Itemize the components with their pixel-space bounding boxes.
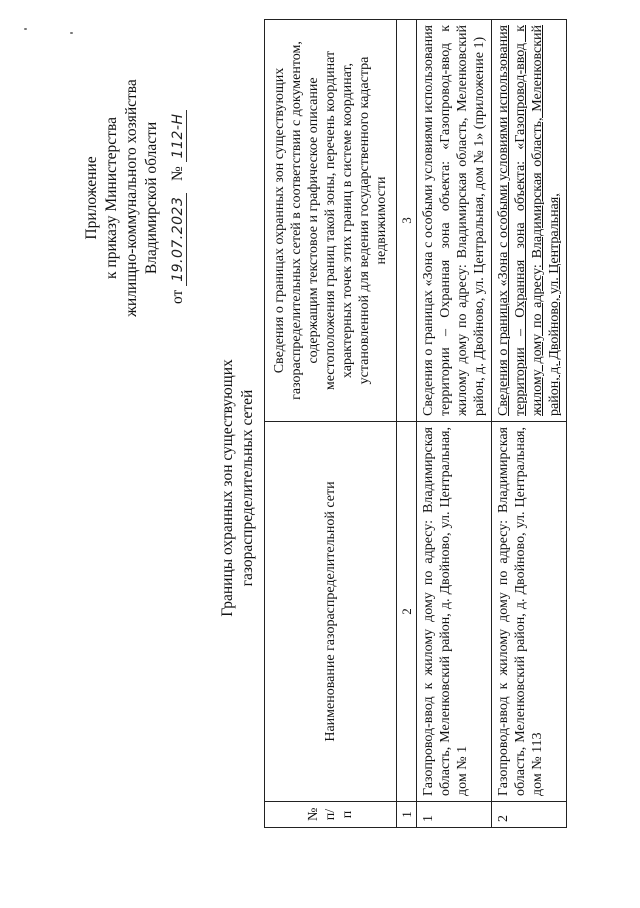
zones-table [264, 19, 567, 828]
row-number: 1 [417, 802, 492, 828]
appendix-block [82, 48, 188, 348]
appendix-region: Владимирской области [143, 121, 160, 275]
date-prefix: от [169, 289, 186, 304]
row-number: 2 [492, 802, 567, 828]
title-line-2: газораспределительных сетей [239, 389, 256, 587]
appendix-order-ref: к приказу Министерства [103, 117, 120, 279]
table-row [492, 20, 567, 828]
scan-speck [70, 32, 73, 34]
table-row [417, 20, 492, 828]
row-zone-info: Сведения о границах «Зона с особыми условиями использования территории – Охранная зона объекта: «Газопровод-ввод к жилому дому по адресу: Владимирская область, Меленковский район, д. Двойново, ул. Центральная, [492, 20, 567, 422]
column-number: 1 [397, 802, 417, 828]
scan-speck [24, 28, 27, 30]
table-column-numbers [397, 20, 417, 828]
document-title [218, 278, 258, 698]
order-number: 112-Н [170, 110, 187, 163]
column-number: 3 [397, 20, 417, 422]
title-line-1: Границы охранных зон существующих [219, 359, 236, 617]
header-network-name: Наименование газораспределительной сети [265, 422, 397, 802]
row-zone-info: Сведения о границах «Зона с особыми условиями использования территории – Охранная зона объекта: «Газопровод-ввод к жилому дому по адресу: Владимирская область, Меленковский район, д. Двойново, ул. Центральная, дом № 1» (приложение 1) [417, 20, 492, 422]
header-zone-info: Сведения о границах охранных зон существующих газораспределительных сетей в соответствии с документом, содержащим текстовое и графическое описание местоположения границ такой зоны, перечень координат характерных точек этих границ в системе координат, установленной для ведения государственного кадастра недвижимости [265, 20, 397, 422]
row-network-name: Газопровод-ввод к жилому дому по адресу: Владимирская область, Меленковский район, д. Двойново, ул. Центральная, дом № 1 [417, 422, 492, 802]
table-header-row [265, 20, 397, 828]
column-number: 2 [397, 422, 417, 802]
number-prefix: № [169, 166, 186, 181]
appendix-title: Приложение [83, 156, 100, 240]
order-date: 19.07.2023 [170, 193, 187, 286]
appendix-ministry: жилищно-коммунального хозяйства [123, 79, 140, 317]
row-network-name: Газопровод-ввод к жилому дому по адресу: Владимирская область, Меленковский район, д. Двойново, ул. Центральная, дом № 113 [492, 422, 567, 802]
header-number: № п/п [265, 802, 397, 828]
appendix-date-line [168, 48, 188, 348]
